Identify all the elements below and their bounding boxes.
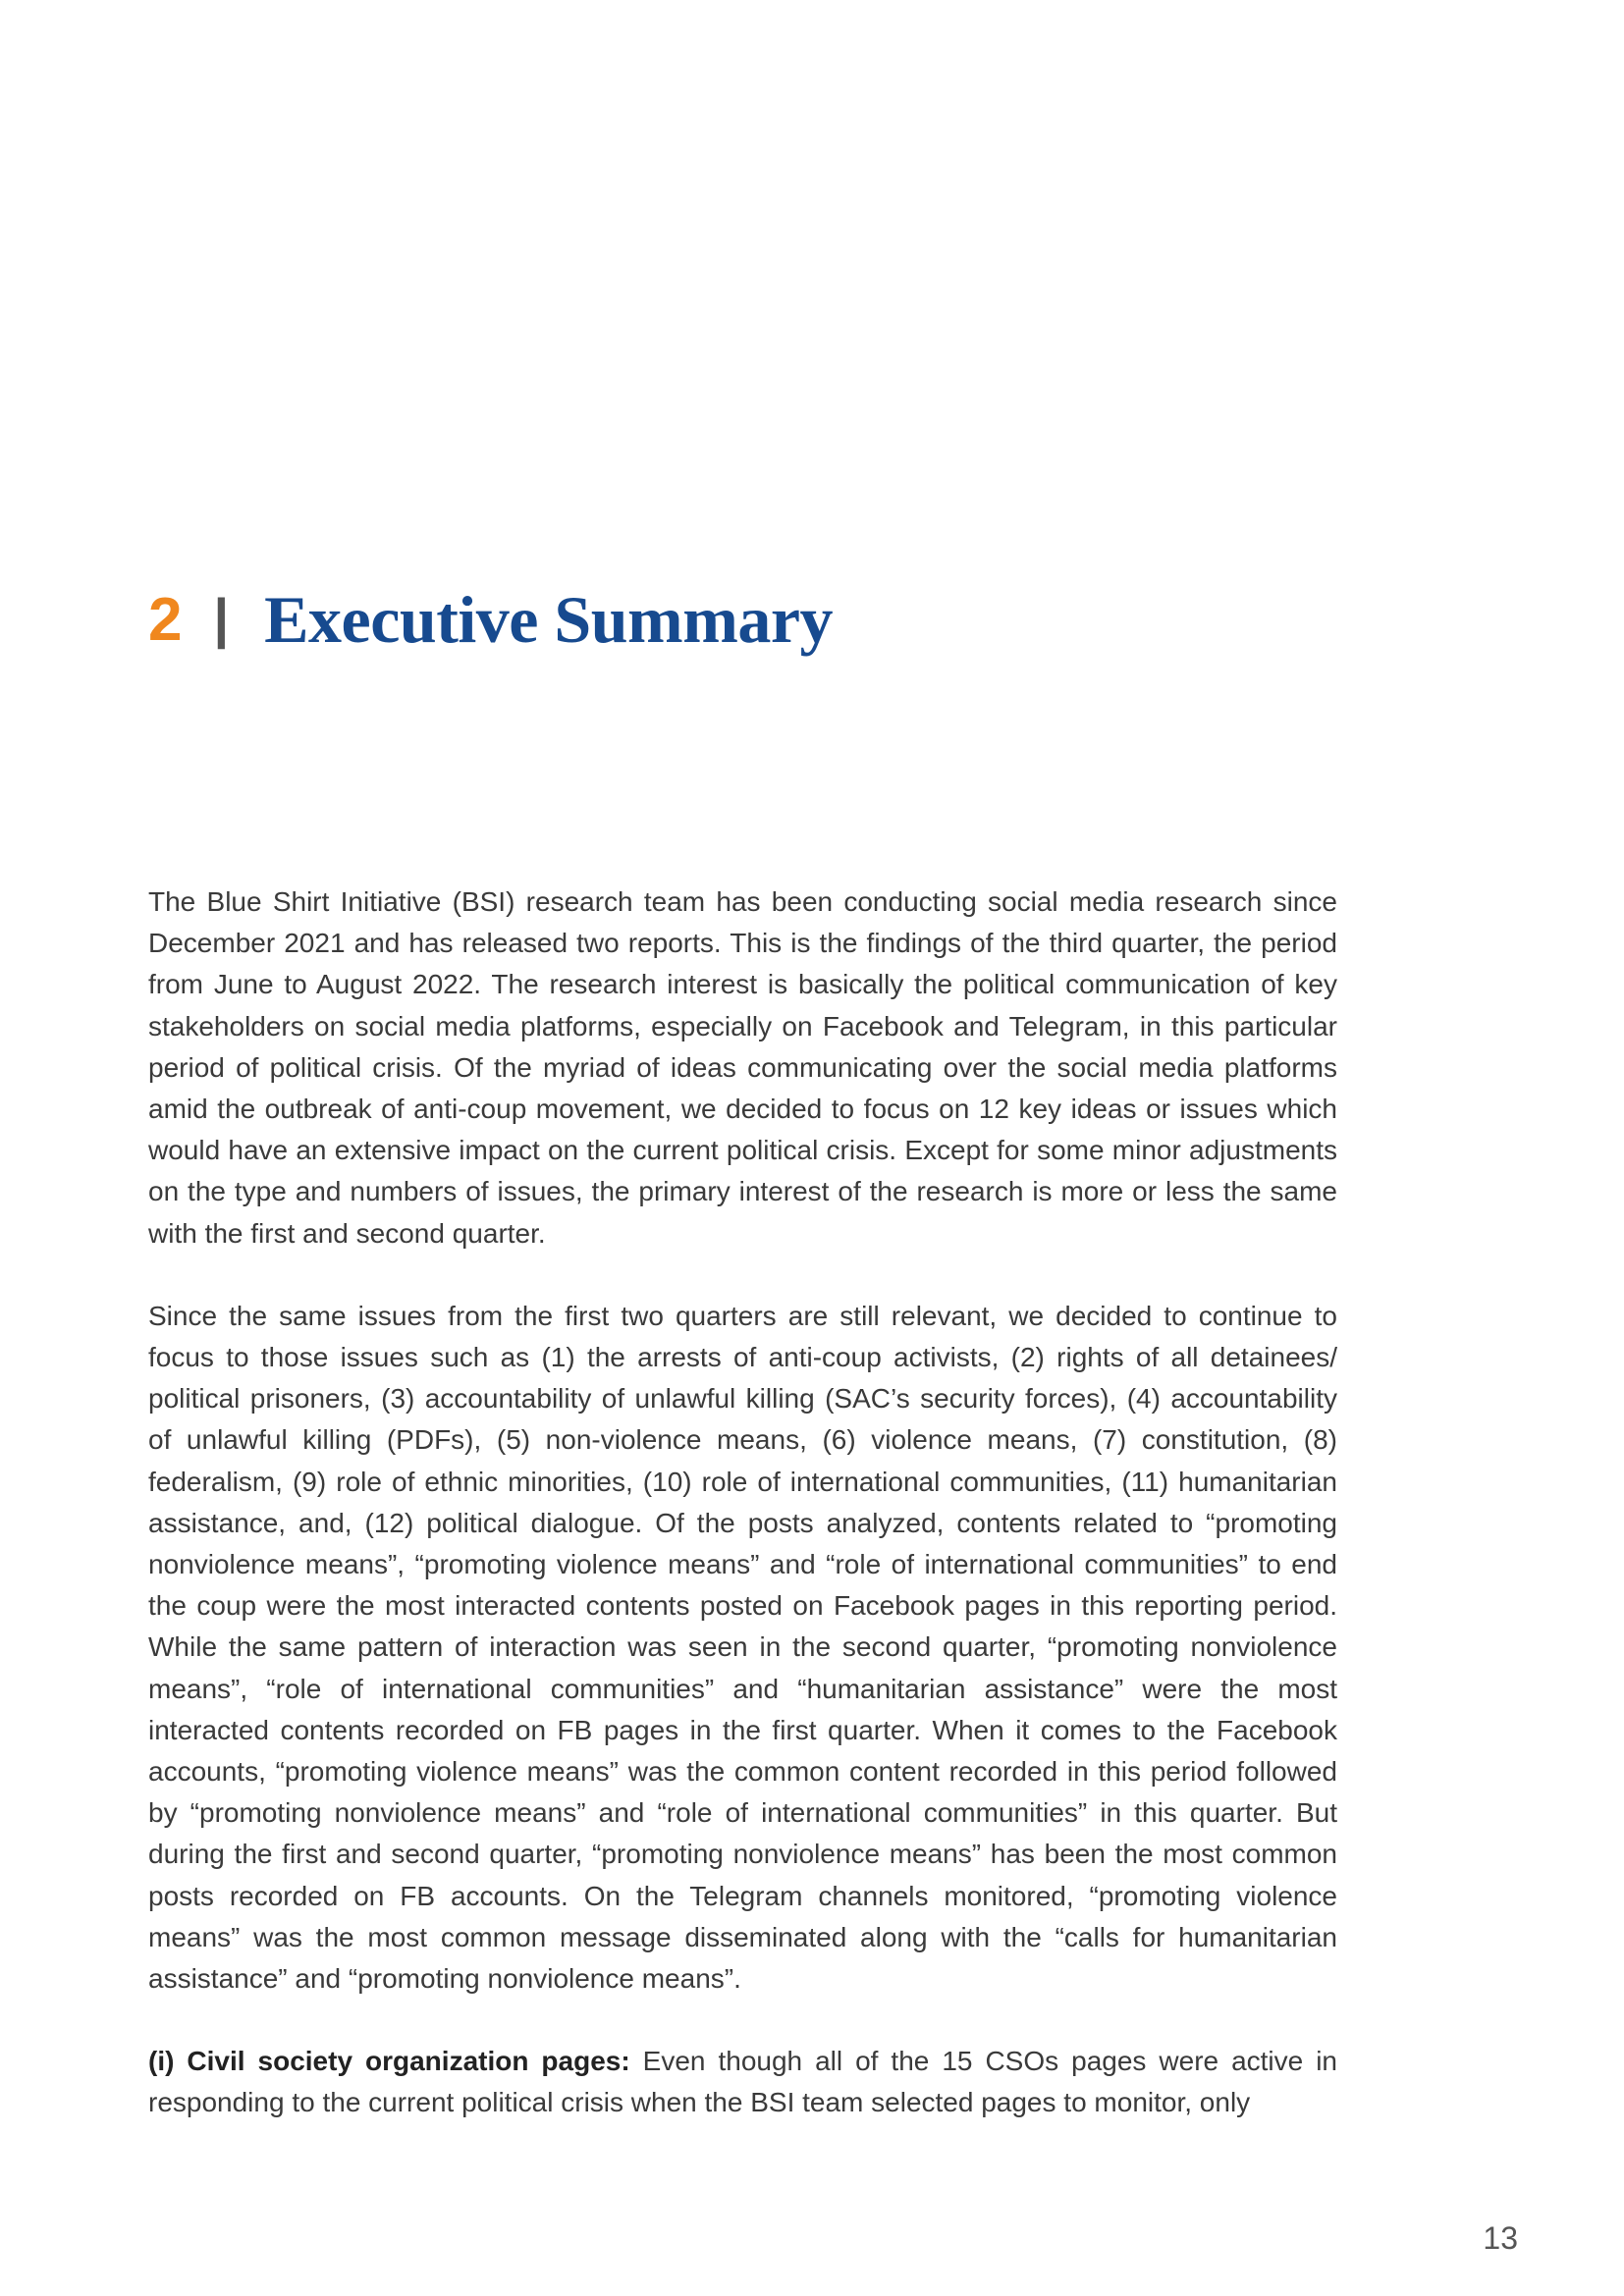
heading-separator: | [213,586,230,649]
page-number: 13 [1483,2220,1518,2256]
paragraph-cso-pages [148,2041,1337,2123]
paragraph-issues: Since the same issues from the first two quarters are still relevant, we decided to continue to focus to those issues such as (1) the arrests of anti-coup activists, (2) rights of all detainees/ political prisoners, (3) accountability of unlawful killing (SAC’s security forces), (4) accountability of unlawful killing (PDFs), (5) non-violence means, (6) violence means, (7) constitution, (8) federalism, (9) role of ethnic minorities, (10) role of international communities, (11) humanitarian assistance, and, (12) political dialogue. Of the posts analyzed, contents related to “promoting nonviolence means”, “promoting violence means” and “role of international communities” to end the coup were the most interacted contents posted on Facebook pages in this reporting period. While the same pattern of interaction was seen in the second quarter, “promoting nonviolence means”, “role of international communities” and “humanitarian assistance” were the most interacted contents recorded on FB pages in the first quarter. When it comes to the Facebook accounts, “promoting violence means” was the common content recorded in this period followed by “promoting nonviolence means” and “role of international communities” in this quarter. But during the first and second quarter, “promoting nonviolence means” has been the most common posts recorded on FB accounts. On the Telegram channels monitored, “promoting violence means” was the most common message disseminated along with the “calls for humanitarian assistance” and “promoting nonviolence means”. [148,1300,1337,1995]
cso-pages-label: (i) Civil society organization pages: [148,2046,630,2077]
section-title: Executive Summary [264,581,834,657]
cso-pages-text: Even though all of the 15 CSOs pages were active in responding to the current political crisis when the BSI team selected pages to monitor, only [148,2046,1337,2118]
section-heading [148,575,833,664]
body-text [148,881,1337,2124]
section-number: 2 [148,585,183,654]
paragraph-intro: The Blue Shirt Initiative (BSI) research team has been conducting social media research since December 2021 and has released two reports. This is the findings of the third quarter, the period from June to August 2022. The research interest is basically the political communication of key stakeholders on social media platforms, especially on Facebook and Telegram, in this particular period of political crisis. Of the myriad of ideas communicating over the social media platforms amid the outbreak of anti-coup movement, we decided to focus on 12 key ideas or issues which would have an extensive impact on the current political crisis. Except for some minor adjustments on the type and numbers of issues, the primary interest of the research is more or less the same with the first and second quarter. [148,886,1337,1249]
